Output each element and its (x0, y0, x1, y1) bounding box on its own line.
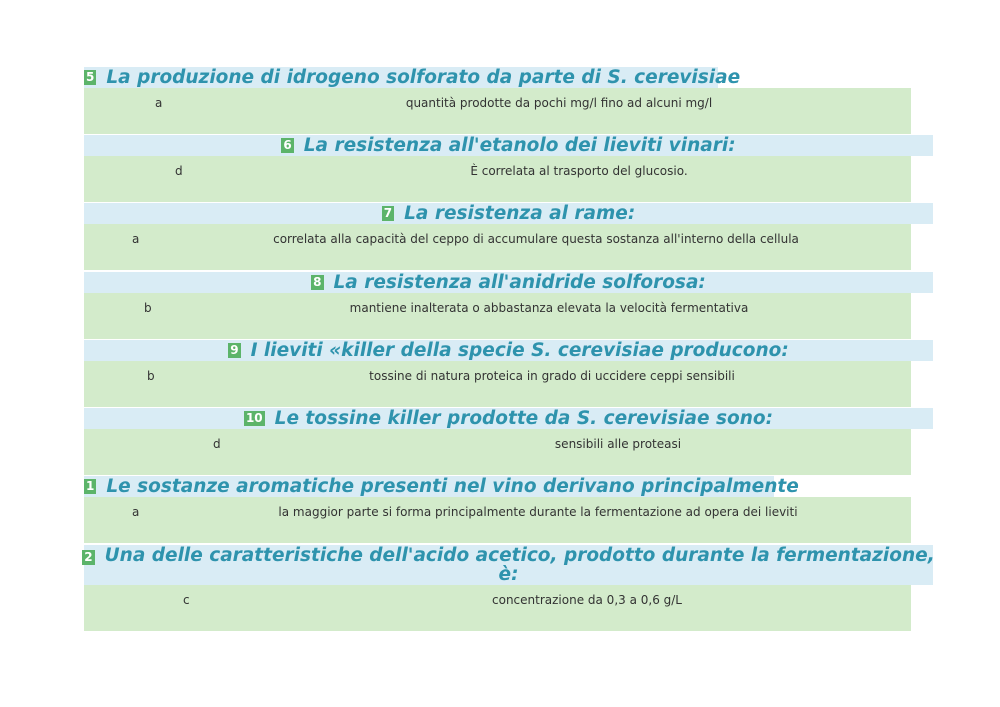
answer-row (84, 224, 911, 270)
quiz-item (84, 476, 911, 543)
question-line-1 (82, 546, 934, 565)
answer-letter: b (144, 301, 152, 315)
question-header (84, 408, 933, 429)
answer-row (84, 88, 911, 134)
answer-row (84, 156, 911, 202)
question-text: La resistenza al rame: (404, 203, 636, 224)
answer-row (84, 361, 911, 407)
question-text: La resistenza all'etanolo dei lieviti vinari: (303, 135, 736, 156)
question-text: Le tossine killer prodotte da S. cerevisiae sono: (274, 408, 774, 429)
question-number: 7 (383, 206, 393, 220)
question-header (84, 340, 933, 361)
answer-letter: d (213, 437, 221, 451)
question-number: 9 (230, 343, 239, 357)
answer-letter: d (175, 164, 183, 178)
quiz-item (84, 67, 911, 134)
answer-row (84, 293, 911, 339)
answer-text: concentrazione da 0,3 a 0,6 g/L (492, 593, 682, 607)
question-text: I lieviti «killer della specie S. cerevisiae producono: (250, 340, 789, 361)
question-number: 8 (313, 275, 322, 289)
answer-text: sensibili alle proteasi (554, 437, 682, 451)
quiz-item (84, 272, 933, 339)
quiz-item (84, 408, 933, 475)
answer-text: quantità prodotte da pochi mg/l fino ad alcuni mg/l (405, 96, 713, 110)
quiz-item (84, 203, 933, 270)
quiz-item (84, 135, 933, 202)
question-header (84, 67, 741, 88)
answer-text: correlata alla capacità del ceppo di accumulare questa sostanza all'interno della cellula (273, 232, 799, 246)
question-header (84, 476, 799, 497)
quiz-item (84, 545, 933, 631)
question-line-2: è: (498, 564, 519, 585)
question-number: 10 (245, 411, 263, 425)
answer-text: È correlata al trasporto del glucosio. (470, 164, 688, 178)
question-number: 6 (283, 138, 292, 152)
question-number: 5 (86, 70, 95, 84)
answer-row (84, 497, 911, 543)
answer-text: mantiene inalterata o abbastanza elevata la velocità fermentativa (349, 301, 749, 315)
answer-letter: c (183, 593, 190, 607)
question-number: 2 (84, 550, 93, 564)
answer-text: la maggior parte si forma principalmente durante la fermentazione ad opera dei lieviti (278, 505, 798, 519)
question-header (84, 203, 933, 224)
question-text: Una delle caratteristiche dell'acido acetico, prodotto durante la fermentazione, (104, 545, 935, 566)
answer-row (84, 429, 911, 475)
answer-text: tossine di natura proteica in grado di uccidere ceppi sensibili (369, 369, 735, 383)
answer-letter: a (132, 505, 140, 519)
question-text: Le sostanze aromatiche presenti nel vino derivano principalmente (106, 476, 799, 497)
question-header (84, 135, 933, 156)
quiz-item (84, 340, 933, 407)
answer-row (84, 585, 911, 631)
question-header (84, 272, 933, 293)
question-text: La produzione di idrogeno solforato da parte di S. cerevisiae (106, 67, 741, 88)
answer-letter: a (132, 232, 140, 246)
question-number: 1 (86, 479, 95, 493)
answer-letter: b (147, 369, 155, 383)
answer-letter: a (155, 96, 163, 110)
question-header (84, 545, 933, 585)
question-text: La resistenza all'anidride solforosa: (333, 272, 706, 293)
